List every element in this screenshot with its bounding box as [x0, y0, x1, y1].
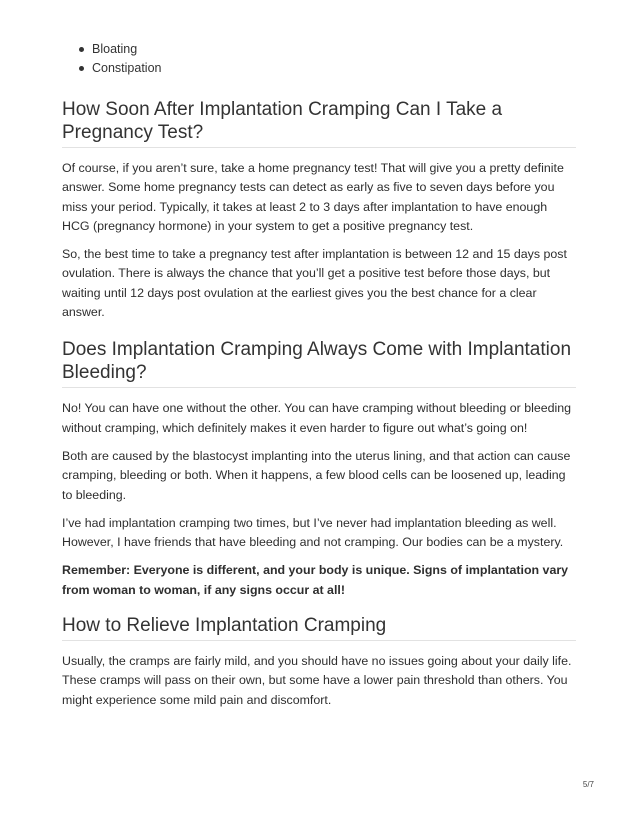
paragraph: So, the best time to take a pregnancy test after implantation is between 12 and 15 days post ovulation. There is always the chance that you’ll get a positive test before those days, but waiting until 12 days post ovulation at the earliest gives you the best chance for a clear answer.	[62, 247, 567, 320]
list-item: Bloating	[92, 40, 576, 59]
paragraph: Of course, if you aren’t sure, take a home pregnancy test! That will give you a pretty definite answer. Some home pregnancy tests can detect as early as five to seven days before you miss your period. Typically, it takes at least 2 to 3 days after implantation to have enough HCG (pregnancy hormone) in your system to get a positive pregnancy test.	[62, 161, 564, 233]
symptom-list	[62, 40, 576, 78]
section-heading-relieve-cramping: How to Relieve Implantation Cramping	[62, 614, 576, 641]
list-item: Constipation	[92, 59, 576, 78]
page-number: 5/7	[582, 780, 594, 789]
section-heading-pregnancy-test: How Soon After Implantation Cramping Can I Take a Pregnancy Test?	[62, 98, 576, 148]
paragraph: Usually, the cramps are fairly mild, and you should have no issues going about your daily life. These cramps will pass on their own, but some have a lower pain threshold than others. You might experience some mild pain and discomfort.	[62, 654, 572, 707]
paragraph: Both are caused by the blastocyst implanting into the uterus lining, and that action can cause cramping, bleeding or both. When it happens, a few blood cells can be loosened up, leading to bleeding.	[62, 448, 571, 502]
article-content	[62, 40, 576, 710]
section-heading-cramping-bleeding: Does Implantation Cramping Always Come with Implantation Bleeding?	[62, 338, 576, 388]
paragraph: I’ve had implantation cramping two times, but I’ve never had implantation bleeding as well. However, I have friends that have bleeding and not cramping. Our bodies can be a mystery.	[62, 515, 564, 550]
paragraph: No! You can have one without the other. You can have cramping without bleeding or bleeding without cramping, which definitely makes it even harder to figure out what’s going on!	[62, 401, 572, 435]
remember-note: Remember: Everyone is different, and your body is unique. Signs of implantation vary from woman to woman, if any signs occur at all!	[62, 563, 569, 597]
